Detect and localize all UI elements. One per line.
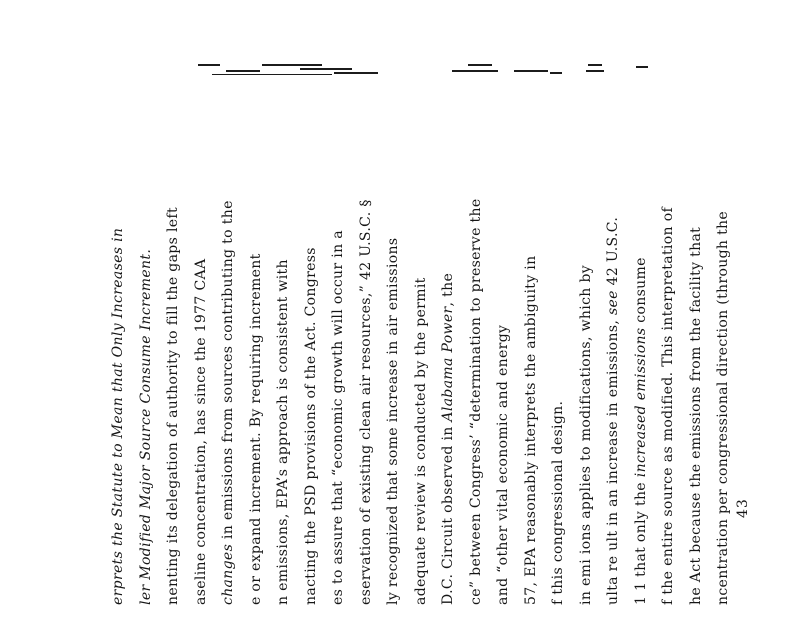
text-segment: ler Modified Major Source Consume Increment. [137, 248, 154, 605]
text-line [165, 207, 181, 605]
text-segment: f this congressional design. [550, 400, 566, 605]
text-segment: ly recognized that some increase in air emissions [385, 237, 401, 605]
heading-line [138, 249, 154, 605]
text-segment: eservation of existing clean air resources,” 42 U.S.C. § [357, 199, 374, 605]
text-segment: in emissions from sources contributing to the [220, 200, 236, 544]
text-segment: D.C. Circuit observed in [440, 421, 456, 605]
text-segment: e or expand increment. By requiring increment [247, 253, 264, 605]
text-line [715, 211, 731, 605]
text-segment: he Act because the emissions from the facility that [687, 226, 704, 605]
text-segment: increased emissions [632, 327, 649, 478]
text-line [193, 259, 209, 605]
text-line [660, 207, 676, 605]
text-segment: and “other vital economic and energy [495, 324, 511, 605]
text-line [633, 257, 649, 605]
text-line [275, 259, 291, 605]
text-line [330, 230, 346, 605]
text-line [523, 255, 539, 605]
text-line [468, 199, 484, 606]
text-segment: nacting the PSD provisions of the Act. Congress [302, 247, 319, 605]
text-line [248, 253, 264, 605]
text-line [220, 200, 236, 605]
text-segment: , the [440, 272, 456, 307]
text-segment: erprets the Statute to Mean that Only Increases in [110, 227, 126, 605]
text-segment: nenting its delegation of authority to fill the gaps left [165, 207, 181, 605]
text-line [413, 277, 429, 605]
heading-line [110, 228, 126, 605]
text-segment: aseline concentration, has since the 1977 CAA [192, 258, 209, 605]
rotated-page-text [86, 105, 731, 605]
text-segment: f the entire source as modified. This interpretation of [660, 206, 676, 605]
text-line [578, 265, 594, 605]
text-segment: in emi ions applies to modifications, which by [577, 264, 594, 605]
text-segment: 42 U.S.C. [605, 216, 621, 291]
text-segment: adequate review is conducted by the permit [412, 277, 429, 605]
text-segment: ce” between Congress’ “determination to preserve the [467, 198, 484, 605]
text-line [440, 273, 456, 605]
text-line [385, 238, 401, 605]
text-segment: 57, EPA reasonably interprets the ambiguity in [522, 255, 539, 605]
text-line [605, 217, 621, 605]
text-line [495, 325, 511, 605]
text-segment: n emissions, EPA’s approach is consistent with [275, 259, 291, 605]
text-segment: Alabama Power [440, 306, 456, 422]
text-segment: changes [220, 543, 236, 605]
text-segment: ncentration per congressional direction (through the [715, 210, 731, 605]
text-line [550, 401, 566, 605]
text-line [303, 247, 319, 605]
text-segment: es to assure that “economic growth will occur in a [330, 230, 346, 605]
text-segment: see [605, 290, 621, 316]
text-line [688, 227, 704, 605]
text-segment: ulta re ult in an increase in emissions, [605, 315, 621, 605]
text-segment: 1 1 that only the [632, 477, 649, 605]
text-segment: consume [632, 257, 649, 328]
text-line [358, 199, 374, 605]
page-number: 43 [735, 498, 751, 518]
